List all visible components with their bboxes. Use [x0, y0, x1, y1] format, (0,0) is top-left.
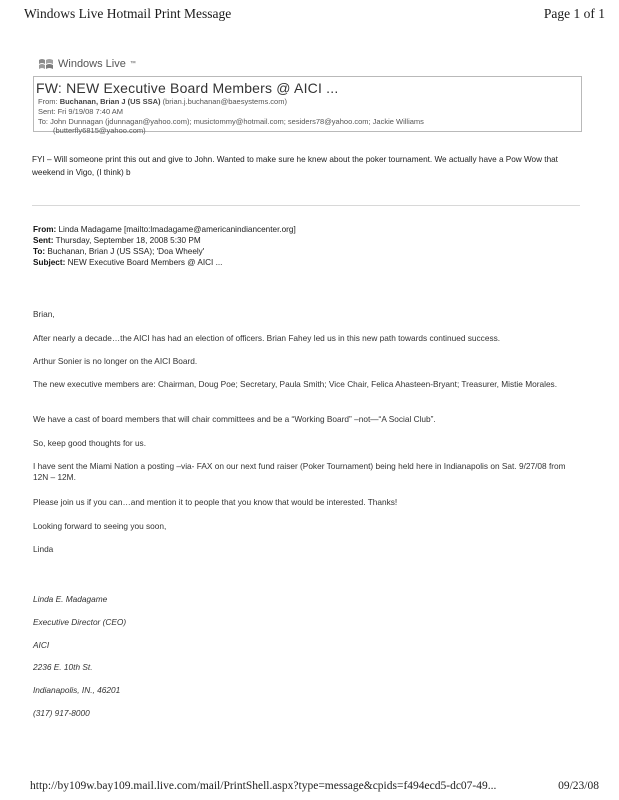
logo-trademark: ™ [129, 61, 136, 67]
forwarded-from [33, 225, 296, 234]
message-to-continued: (butterfly6815@yahoo.com) [53, 126, 146, 135]
forwarded-subject [33, 258, 222, 267]
fwd-sent-label: Sent: [33, 236, 54, 245]
fwd-to-value: Buchanan, Brian J (US SSA); 'Doa Wheely' [47, 247, 205, 256]
print-footer-url: http://by109w.bay109.mail.live.com/mail/PrintShell.aspx?type=message&cpids=f494ecd5-dc07-49... [30, 780, 497, 792]
windows-live-logo [38, 58, 136, 70]
message-subject: FW: NEW Executive Board Members @ AICI ... [36, 80, 339, 96]
fwd-subject-label: Subject: [33, 258, 66, 267]
body-paragraph: Please join us if you can…and mention it to people that you know that would be interested. Thanks! [33, 497, 398, 507]
forwarded-to [33, 247, 204, 256]
from-email: (brian.j.buchanan@baesystems.com) [162, 97, 287, 106]
signature-name: Linda E. Madagame [33, 594, 108, 604]
divider [32, 205, 580, 206]
body-paragraph: So, keep good thoughts for us. [33, 438, 147, 448]
print-footer-date: 09/23/08 [558, 780, 599, 792]
body-greeting: Brian, [33, 309, 55, 319]
body-paragraph: We have a cast of board members that will chair committees and be a “Working Board” –not—“A Social Club”. [33, 414, 436, 424]
fwd-subject-value: NEW Executive Board Members @ AICI ... [67, 258, 223, 267]
body-signoff: Linda [33, 544, 54, 554]
signature-title: Executive Director (CEO) [33, 617, 127, 627]
body-paragraph: Arthur Sonier is no longer on the AICI Board. [33, 356, 198, 366]
fyi-note: FYI – Will someone print this out and give to John. Wanted to make sure he knew about the poker tournament. We actually have a Pow Wow that weekend in Vigo, (I think) b [32, 155, 558, 177]
message-to: To: John Dunnagan (jdunnagan@yahoo.com); musictommy@hotmail.com; sesiders78@yahoo.com; Jackie Williams [38, 117, 424, 126]
fwd-from-value: Linda Madagame [mailto:lmadagame@americanindiancenter.org] [58, 225, 296, 234]
body-paragraph: I have sent the Miami Nation a posting –via- FAX on our next fund raiser (Poker Tournament) being held here in Indianapolis on Sat. 9/27/08 from 12N – 12M. [33, 461, 566, 482]
forwarded-sent [33, 236, 201, 245]
signature-city: Indianapolis, IN., 46201 [33, 685, 121, 695]
fwd-to-label: To: [33, 247, 46, 256]
message-from [38, 97, 287, 106]
signature-org: AICI [33, 640, 50, 650]
logo-text: Windows Live [58, 58, 126, 70]
fwd-sent-value: Thursday, September 18, 2008 5:30 PM [55, 236, 201, 245]
signature-phone: (317) 917-8000 [33, 708, 90, 718]
from-label: From: [38, 97, 58, 106]
fwd-from-label: From: [33, 225, 57, 234]
body-paragraph: The new executive members are: Chairman, Doug Poe; Secretary, Paula Smith; Vice Chair, Felica Ahasteen-Bryant; Treasurer, Mistie Morales. [33, 379, 558, 389]
message-sent: Sent: Fri 9/19/08 7:40 AM [38, 107, 124, 116]
body-paragraph: After nearly a decade…the AICI has had an election of officers. Brian Fahey led us in this new path towards continued success. [33, 333, 501, 343]
windows-flag-icon [38, 58, 54, 70]
print-page-number: Page 1 of 1 [543, 6, 605, 21]
print-header-title: Windows Live Hotmail Print Message [24, 6, 232, 21]
body-closing: Looking forward to seeing you soon, [33, 521, 167, 531]
signature-address: 2236 E. 10th St. [33, 662, 93, 672]
from-name: Buchanan, Brian J (US SSA) [59, 97, 161, 106]
